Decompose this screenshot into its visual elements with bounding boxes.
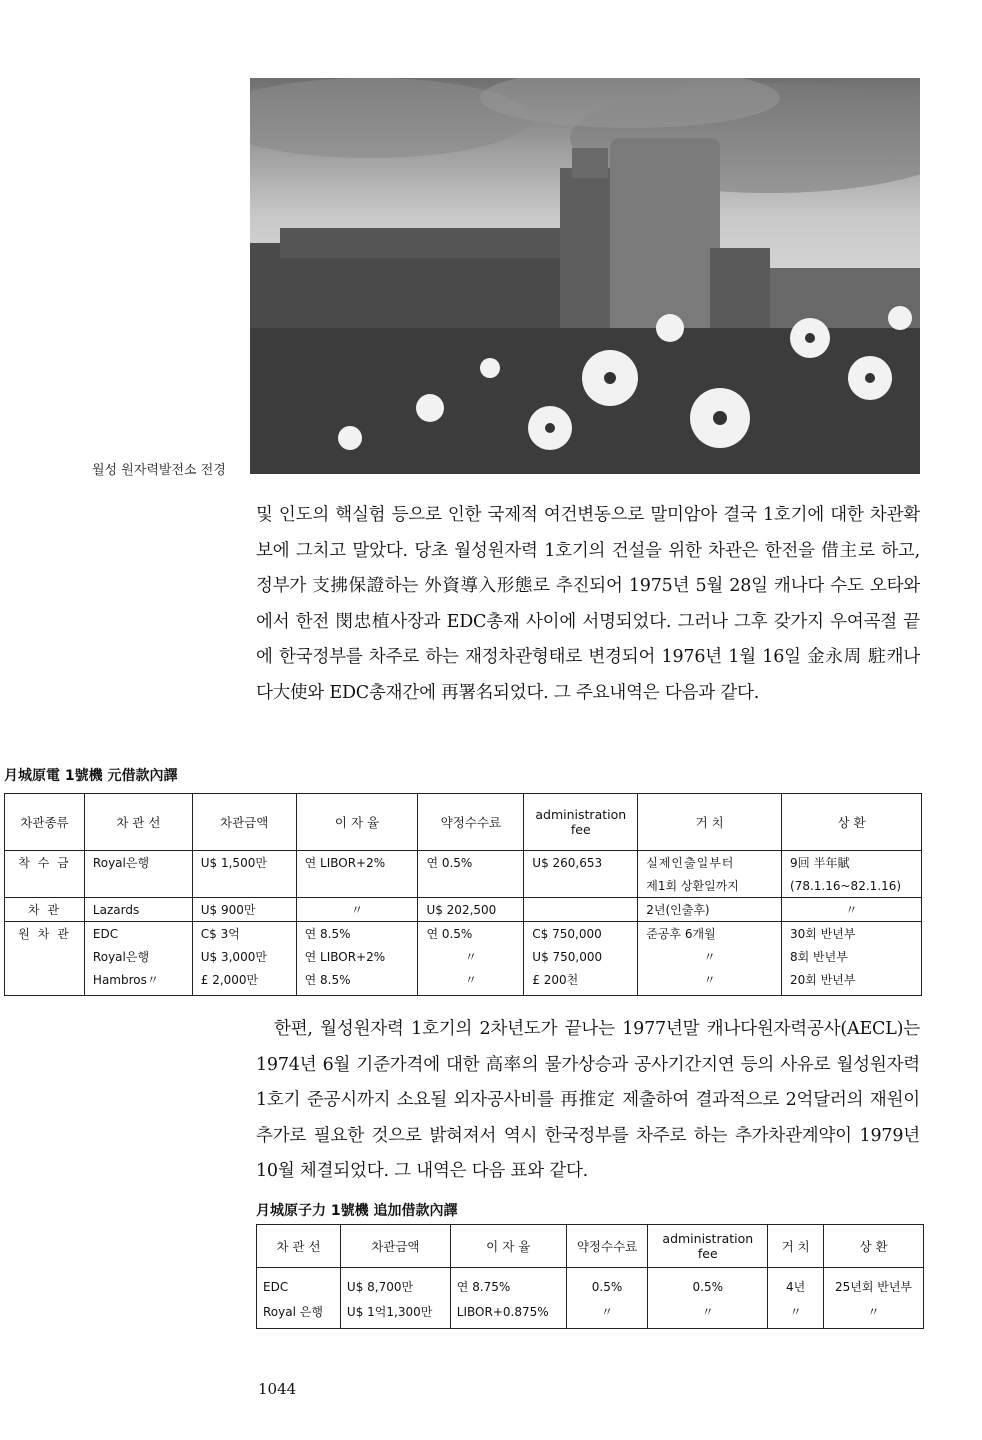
table-cell: (78.1.16~82.1.16) xyxy=(782,874,922,898)
table-cell: U$ 1억1,300만 xyxy=(340,1299,450,1329)
table-cell xyxy=(5,968,85,996)
table-cell: 연 8.5% xyxy=(296,968,418,996)
page-number: 1044 xyxy=(258,1380,297,1398)
table-cell: U$ 1,500만 xyxy=(192,851,296,875)
table-cell: U$ 202,500 xyxy=(418,898,524,922)
table1-header: 상 환 xyxy=(782,794,922,851)
table-cell: U$ 3,000만 xyxy=(192,945,296,968)
table-cell: U$ 900만 xyxy=(192,898,296,922)
table-cell xyxy=(192,874,296,898)
table2-header: 이 자 율 xyxy=(450,1225,566,1268)
table-cell: 제1회 상환일까지 xyxy=(638,874,782,898)
table-cell: 〃 xyxy=(418,945,524,968)
table-cell: LIBOR+0.875% xyxy=(450,1299,566,1329)
table-cell: EDC xyxy=(84,922,192,946)
table-cell: 실제인출일부터 xyxy=(638,851,782,875)
table2-header: administration fee xyxy=(648,1225,768,1268)
paragraph-1: 및 인도의 핵실험 등으로 인한 국제적 여건변동으로 말미암아 결국 1호기에 대한 차관확보에 그치고 말았다. 당초 월성원자력 1호기의 건설을 위한 차관은 한전을 借主로 하고, 정부가 支拂保證하는 外資導入形態로 추진되어 1975년 5월 28일 캐나다 수도 오타와에서 한전 閔忠植사장과 EDC총재 사이에 서명되었다. 그러나 그후 갖가지 우여곡절 끝에 한국정부를 차주로 하는 재정차관형태로 변경되어 1976년 1월 16일 金永周 駐캐나다大使와 EDC총재간에 再署名되었다. 그 주요내역은 다음과 같다. xyxy=(256,505,920,703)
table-cell: 원 차 관 xyxy=(5,922,85,946)
table-cell xyxy=(84,874,192,898)
table-row xyxy=(5,922,922,946)
table-cell: 30회 반년부 xyxy=(782,922,922,946)
table-cell: 〃 xyxy=(768,1299,824,1329)
table2-header: 차관금액 xyxy=(340,1225,450,1268)
table-cell: 〃 xyxy=(566,1299,648,1329)
power-plant-illustration xyxy=(250,78,920,474)
additional-loan-table xyxy=(256,1224,924,1329)
paragraph-2: 한편, 월성원자력 1호기의 2차년도가 끝나는 1977년말 캐나다원자력공사(AECL)는 1974년 6월 기준가격에 대한 高率의 물가상승과 공사기간지연 등의 사유로 월성원자력 1호기 준공시까지 소요될 외자공사비를 再推定 제출하여 결과적으로 2억달러의 재원이 추가로 필요한 것으로 밝혀져서 역시 한국정부를 차주로 하는 추가차관계약이 1979년 10월 체결되었다. 그 내역은 다음 표와 같다. xyxy=(256,1019,920,1181)
photo-caption: 월성 원자력발전소 전경 xyxy=(92,463,226,478)
table-cell: 0.5% xyxy=(566,1268,648,1300)
table1-header: 거 치 xyxy=(638,794,782,851)
table-cell: 8회 반년부 xyxy=(782,945,922,968)
table-cell: Royal 은행 xyxy=(257,1299,341,1329)
table1-title: 月城原電 1號機 元借款內譯 xyxy=(4,768,178,784)
power-plant-photo xyxy=(250,78,920,474)
table1-header: 이 자 율 xyxy=(296,794,418,851)
table-cell xyxy=(524,874,638,898)
table-cell: 연 8.75% xyxy=(450,1268,566,1300)
table-cell: Royal은행 xyxy=(84,945,192,968)
table2-header: 상 환 xyxy=(824,1225,924,1268)
table2-header: 약정수수료 xyxy=(566,1225,648,1268)
original-loan-table xyxy=(4,793,922,996)
table-cell: £ 2,000만 xyxy=(192,968,296,996)
table-cell: 〃 xyxy=(296,898,418,922)
table-cell: U$ 750,000 xyxy=(524,945,638,968)
table-cell: Royal은행 xyxy=(84,851,192,875)
table-cell: 연 0.5% xyxy=(418,922,524,946)
table-cell: EDC xyxy=(257,1268,341,1300)
table-row xyxy=(5,945,922,968)
table-cell xyxy=(5,874,85,898)
table-cell: U$ 8,700만 xyxy=(340,1268,450,1300)
table-cell: 〃 xyxy=(638,968,782,996)
table-cell: 연 8.5% xyxy=(296,922,418,946)
table2-header-row xyxy=(257,1225,924,1268)
table-row xyxy=(5,874,922,898)
table-cell: 연 LIBOR+2% xyxy=(296,945,418,968)
table-cell xyxy=(296,874,418,898)
table-cell: 〃 xyxy=(648,1299,768,1329)
table-cell: C$ 3억 xyxy=(192,922,296,946)
table1-header: 차관종류 xyxy=(5,794,85,851)
table1-header: 차 관 선 xyxy=(84,794,192,851)
table-cell xyxy=(418,874,524,898)
table-cell xyxy=(524,898,638,922)
table-cell: C$ 750,000 xyxy=(524,922,638,946)
table-cell: 25년회 반년부 xyxy=(824,1268,924,1300)
table-cell: 〃 xyxy=(782,898,922,922)
table-cell: 〃 xyxy=(824,1299,924,1329)
table1-header: 차관금액 xyxy=(192,794,296,851)
table1-header: 약정수수료 xyxy=(418,794,524,851)
table-row xyxy=(257,1268,924,1300)
table-row xyxy=(257,1299,924,1329)
table-cell: U$ 260,653 xyxy=(524,851,638,875)
table-cell: £ 200천 xyxy=(524,968,638,996)
table2-title: 月城原子力 1號機 追加借款內譯 xyxy=(256,1203,458,1219)
table2-header: 차 관 선 xyxy=(257,1225,341,1268)
table-row xyxy=(5,898,922,922)
table-cell: 9回 半年賦 xyxy=(782,851,922,875)
table-cell: 준공후 6개월 xyxy=(638,922,782,946)
table-cell: 연 LIBOR+2% xyxy=(296,851,418,875)
table1-header: administration fee xyxy=(524,794,638,851)
table-cell: 착 수 금 xyxy=(5,851,85,875)
table-cell: Lazards xyxy=(84,898,192,922)
table-cell: 0.5% xyxy=(648,1268,768,1300)
table-cell: 2년(인출후) xyxy=(638,898,782,922)
table-cell: 20회 반년부 xyxy=(782,968,922,996)
table2-header: 거 치 xyxy=(768,1225,824,1268)
table-cell: 차 관 xyxy=(5,898,85,922)
table-cell xyxy=(5,945,85,968)
table-cell: Hambros〃 xyxy=(84,968,192,996)
table-cell: 〃 xyxy=(418,968,524,996)
table-cell: 4년 xyxy=(768,1268,824,1300)
table1-header-row xyxy=(5,794,922,851)
table-cell: 〃 xyxy=(638,945,782,968)
table-row xyxy=(5,851,922,875)
table-cell: 연 0.5% xyxy=(418,851,524,875)
table-row xyxy=(5,968,922,996)
